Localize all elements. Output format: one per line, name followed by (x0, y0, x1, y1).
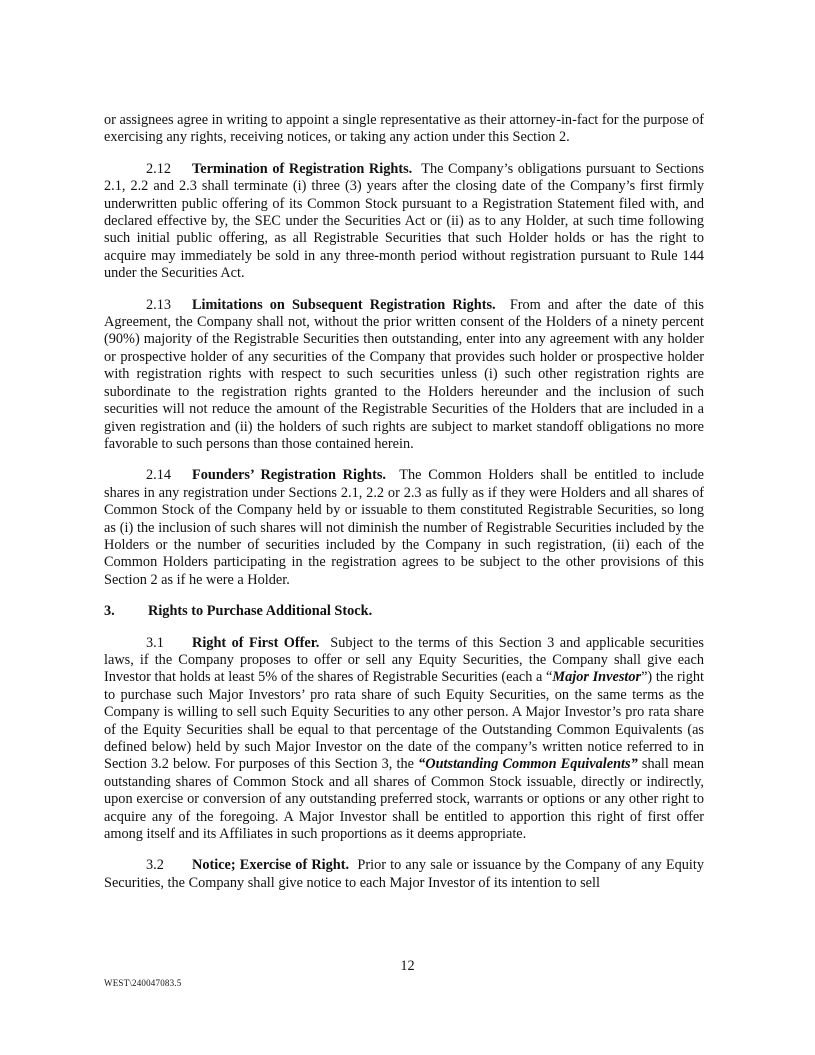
section-heading: Notice; Exercise of Right. (192, 857, 350, 874)
section-body: The Company’s obligations pursuant to Sections 2.1, 2.2 and 2.3 shall terminate (i) three (3) years after the closing date of the Company’s first firmly underwritten public offering of its Common Stock pursuant to a Registration Statement filed with, and declared effective by, the SEC under the Securities Act or (ii) as to any Holder, at such time following such initial public offering, as all Registrable Securities that such Holder holds or has the right to acquire may immediately be sold in any three-month period without registration pursuant to Rule 144 under the Securities Act. (104, 160, 705, 282)
section-number: 2.12 (146, 160, 172, 177)
section-3-2 (104, 857, 704, 892)
section-2-13 (104, 297, 704, 454)
section-number: 3. (104, 603, 115, 620)
section-heading: Termination of Registration Rights. (192, 160, 413, 177)
section-heading: Rights to Purchase Additional Stock. (148, 603, 373, 620)
defined-term: “Outstanding Common Equivalents” (418, 756, 638, 773)
document-body (104, 112, 704, 906)
defined-term: Major Investor (552, 669, 642, 686)
paragraph-continuation: or assignees agree in writing to appoint a single representative as their attorney-in-fact for the purpose of exercising any rights, receiving notices, or taking any action under this Section 2. (104, 112, 704, 146)
section-body-part: shall mean outstanding shares of Common Stock and all shares of Common Stock issuable, directly or indirectly, upon exercise or conversion of any outstanding preferred stock, warrants or options or any other right to acquire any of the foregoing. A Major Investor shall be entitled to apportion this right of first offer among itself and its Affiliates in such proportions as it deems appropriate. (104, 756, 704, 843)
section-heading: Right of First Offer. (192, 634, 320, 651)
section-heading: Founders’ Registration Rights. (192, 467, 386, 484)
document-id: WEST\240047083.5 (104, 978, 182, 988)
section-body-part: Subject to the terms of this Section 3 and applicable securities laws, if the Company proposes to offer or sell any Equity Securities, the Company shall give each Investor that holds at least 5% of the shares of Registrable Securities (each a “ (104, 634, 704, 686)
page-number: 12 (400, 958, 415, 974)
section-number: 2.14 (146, 467, 172, 484)
section-body-part: ”) the right to purchase such Major Investors’ pro rata share of such Equity Securities, on the same terms as the Company is willing to sell such Equity Securities to any other person. A Major Investor’s pro rata share of the Equity Securities shall be equal to that percentage of the Outstanding Common Equivalents (as defined below) held by such Major Investor on the date of the company’s written notice referred to in Section 3.2 below. For purposes of this Section 3, the (104, 669, 704, 773)
section-3-1 (104, 635, 704, 844)
section-3-title (104, 603, 704, 620)
section-number: 3.1 (146, 634, 164, 651)
section-body: From and after the date of this Agreement, the Company shall not, without the prior written consent of the Holders of a ninety percent (90%) majority of the Registrable Securities then outstanding, enter into any agreement with any holder or prospective holder of any securities of the Company that provides such holder or prospective holder with registration rights with respect to such securities unless (i) such other registration rights are subordinate to the registration rights granted to the Holders hereunder and the inclusion of such securities will not reduce the amount of the Registrable Securities of the Holders that are included in a given registration and (ii) the holders of such rights are subject to market standoff obligations no more favorable to such persons than those contained herein. (104, 296, 704, 452)
section-2-14 (104, 467, 704, 589)
section-body: The Common Holders shall be entitled to include shares in any registration under Sections 2.1, 2.2 or 2.3 as fully as if they were Holders and all shares of Common Stock of the Company held by or issuable to them constituted Registrable Securities, so long as (i) the inclusion of such shares will not diminish the number of Registrable Securities included by the Holders or the number of securities included by the Company in such registration, (ii) each of the Common Holders participating in the registration agrees to be subject to the other provisions of this Section 2 as if he were a Holder. (104, 467, 705, 588)
section-number: 2.13 (146, 296, 172, 313)
section-body: Prior to any sale or issuance by the Company of any Equity Securities, the Company shall give notice to each Major Investor of its intention to sell (104, 857, 704, 891)
section-2-12 (104, 161, 704, 283)
section-number: 3.2 (146, 857, 164, 874)
section-heading: Limitations on Subsequent Registration Rights. (192, 296, 496, 313)
